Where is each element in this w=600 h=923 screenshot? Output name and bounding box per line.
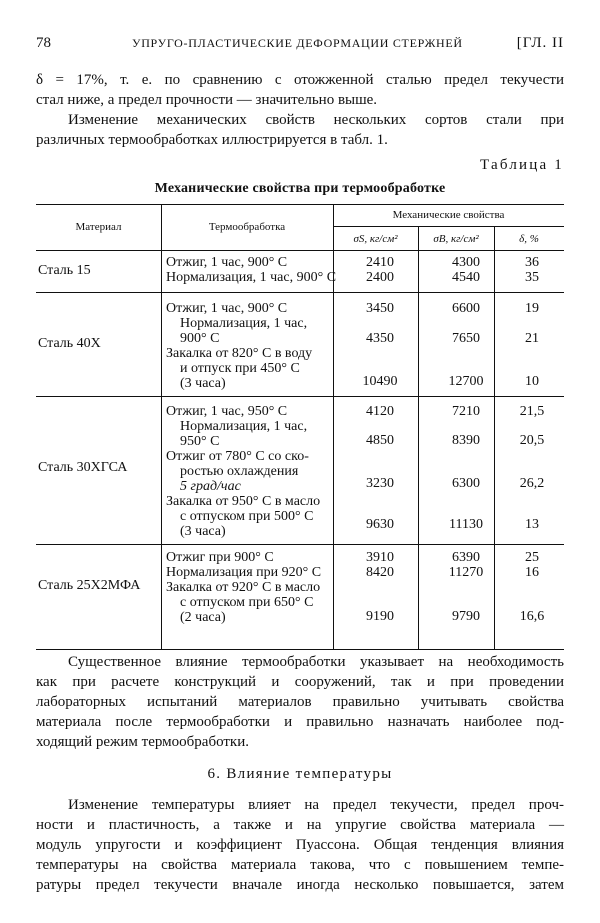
table-rule: [36, 250, 564, 251]
text-line: δ = 17%, т. е. по сравнению с отожженной сталью предел текучести: [36, 72, 564, 88]
treatment-line: Закалка от 920° С в масло: [166, 580, 321, 595]
treatment-line: Закалка от 820° С в воду: [166, 346, 313, 361]
value-sigma-s: 3910: [366, 550, 394, 565]
table-title: Механические свойства при термообработке: [154, 181, 446, 196]
table-rule: [333, 226, 564, 227]
value-sigma-s: 4350: [366, 331, 394, 346]
value-sigma-b: 11270: [448, 565, 484, 580]
value-sigma-b: 12700: [448, 374, 484, 389]
treatment-cell: [166, 404, 330, 539]
value-sigma-s: 9630: [366, 517, 394, 532]
header-sigma-b: σВ, кг/см²: [433, 233, 479, 245]
treatment-line: Нормализация при 920° С: [166, 565, 322, 580]
value-sigma-b: 9790: [452, 609, 480, 624]
section-paragraph: [36, 795, 564, 895]
treatment-line: Отжиг от 780° С со ско-: [166, 449, 309, 464]
treatment-line: (3 часа): [180, 524, 226, 539]
value-sigma-s: 3230: [366, 476, 394, 491]
header-material: Материал: [75, 221, 122, 233]
treatment-cell: [166, 301, 330, 391]
table-label: Таблица 1: [480, 157, 564, 173]
value-sigma-b: 4300: [452, 255, 480, 270]
text-line: ратуры предел текучести вначале иногда несколько повышается, затем: [36, 877, 564, 893]
value-sigma-s: 3450: [366, 301, 394, 316]
treatment-cell: [166, 550, 330, 625]
treatment-line: Нормализация, 1 час, 900° С: [166, 270, 337, 285]
text-line: ходящий режим термообработки.: [36, 734, 249, 750]
value-sigma-s: 4120: [366, 404, 394, 419]
header-sigma-s: σS, кг/см²: [353, 233, 398, 245]
table-rule: [36, 649, 564, 650]
value-sigma-s: 2400: [366, 270, 394, 285]
treatment-line: ростью охлаждения: [180, 464, 299, 479]
running-title: УПРУГО-ПЛАСТИЧЕСКИЕ ДЕФОРМАЦИИ СТЕРЖНЕЙ: [132, 36, 463, 50]
table-rule: [36, 544, 564, 545]
text-line: лабораторных испытаний материалов правильно учитывать свойства: [36, 694, 564, 710]
properties-table: [36, 204, 564, 650]
text-line: ности и пластичность, а также и на упругие свойства материала —: [36, 817, 564, 833]
value-sigma-b: 7210: [452, 404, 480, 419]
value-sigma-b: 6300: [452, 476, 480, 491]
value-delta: 25: [525, 550, 539, 565]
text-line: различных термообработках иллюстрируется в табл. 1.: [36, 132, 388, 148]
treatment-line: (2 часа): [180, 610, 226, 625]
running-head: [36, 35, 564, 55]
value-delta: 36: [525, 255, 539, 270]
value-delta: 16: [525, 565, 539, 580]
value-delta: 10: [525, 374, 539, 389]
treatment-line: и отпуск при 450° С: [180, 361, 300, 376]
table-rule: [161, 204, 162, 650]
value-delta: 35: [525, 270, 539, 285]
material-name: Сталь 30ХГСА: [38, 460, 128, 475]
value-sigma-b: 4540: [452, 270, 480, 285]
value-delta: 19: [525, 301, 539, 316]
value-delta: 16,6: [519, 609, 545, 624]
value-sigma-s: 2410: [366, 255, 394, 270]
text-line: модуль упругости и коэффициент Пуассона. Общая тенденция влияния: [36, 837, 564, 853]
value-delta: 21,5: [519, 404, 545, 419]
text-line: материала после термообработки и правильно назначать наиболее под-: [36, 714, 564, 730]
treatment-line: Отжиг, 1 час, 900° С: [166, 301, 288, 316]
material-name: Сталь 25Х2МФА: [38, 578, 141, 593]
treatment-line: Закалка от 950° С в масло: [166, 494, 321, 509]
value-delta: 20,5: [519, 433, 545, 448]
treatment-line: Нормализация, 1 час,: [180, 316, 308, 331]
value-sigma-b: 11130: [449, 517, 483, 532]
value-sigma-s: 10490: [362, 374, 398, 389]
value-sigma-b: 6390: [452, 550, 480, 565]
header-mechanical-properties: Механические свойства: [392, 209, 505, 221]
text-line: Изменение температуры влияет на предел текучести, предел проч-: [68, 797, 564, 813]
text-line: Существенное влияние термообработки указывает на необходимость: [68, 654, 564, 670]
treatment-line: 900° С: [180, 331, 220, 346]
page-number: 78: [36, 35, 51, 51]
treatment-line: 950° С: [180, 434, 220, 449]
text-line: Изменение механических свойств нескольких сортов стали при: [68, 112, 564, 128]
value-sigma-s: 9190: [366, 609, 394, 624]
text-line: как при расчете конструкций и сооружений, так и при проведении: [36, 674, 564, 690]
treatment-line: 5 град/час: [180, 479, 241, 494]
table-rule: [36, 204, 564, 205]
text-line: стал ниже, а предел прочности — значительно выше.: [36, 92, 378, 108]
treatment-line: (3 часа): [180, 376, 226, 391]
intro-paragraph: [36, 70, 564, 150]
table-rule: [36, 292, 564, 293]
after-table-paragraph: [36, 652, 564, 752]
text-line: температуры на свойства материала такова, что с повышением темпе-: [36, 857, 564, 873]
value-delta: 13: [525, 517, 539, 532]
value-sigma-b: 8390: [452, 433, 480, 448]
value-sigma-b: 7650: [452, 331, 480, 346]
treatment-line: Отжиг при 900° С: [166, 550, 274, 565]
treatment-line: с отпуском при 650° С: [180, 595, 314, 610]
treatment-line: Нормализация, 1 час,: [180, 419, 308, 434]
material-name: Сталь 15: [38, 263, 91, 278]
value-delta: 21: [525, 331, 539, 346]
header-delta: δ, %: [519, 233, 539, 245]
treatment-line: с отпуском при 500° С: [180, 509, 314, 524]
section-heading: 6. Влияние температуры: [207, 766, 393, 782]
header-treatment: Термообработка: [208, 221, 286, 233]
value-sigma-s: 8420: [366, 565, 394, 580]
treatment-line: Отжиг, 1 час, 900° С: [166, 255, 288, 270]
value-sigma-s: 4850: [366, 433, 394, 448]
material-name: Сталь 40Х: [38, 336, 101, 351]
value-sigma-b: 6600: [452, 301, 480, 316]
table-rule: [418, 226, 419, 650]
table-rule: [36, 396, 564, 397]
treatment-cell: [166, 255, 336, 285]
treatment-line: Отжиг, 1 час, 950° С: [166, 404, 288, 419]
value-delta: 26,2: [519, 476, 545, 491]
chapter-marker: [ГЛ. II: [516, 35, 564, 51]
